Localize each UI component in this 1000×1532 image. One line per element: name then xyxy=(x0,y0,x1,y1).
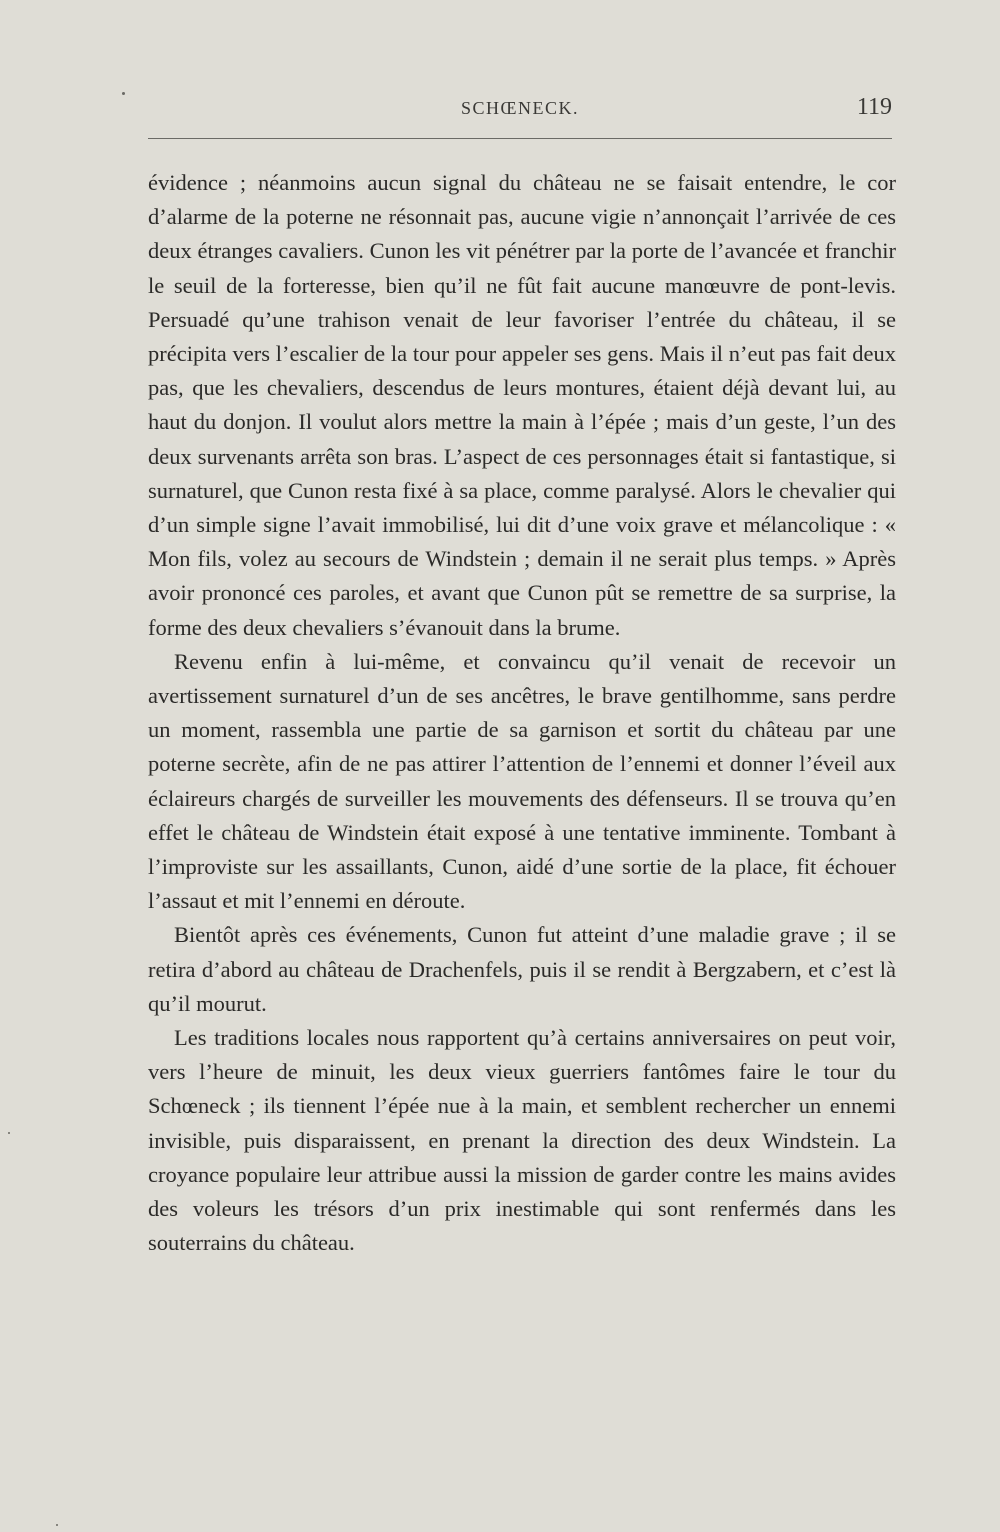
paragraph-revenu: Revenu enfin à lui-même, et convaincu qu’il venait de recevoir un avertissement surnaturel d’un de ses ancêtres, le brave gentilhomme, sans perdre un moment, rassembla une partie de sa garnison et sortit du château par une poterne secrète, afin de ne pas attirer l’attention de l’ennemi et donner l’éveil aux éclaireurs chargés de surveiller les mouvements des défenseurs. Il se trouva qu’en effet le château de Windstein était exposé à une tentative imminente. Tombant à l’improviste sur les assaillants, Cunon, aidé d’une sortie de la place, fit échouer l’assaut et mit l’ennemi en déroute. xyxy=(148,648,896,914)
page-number: 119 xyxy=(856,94,892,120)
running-head xyxy=(148,94,892,134)
body-text xyxy=(148,166,896,1261)
paper-speck xyxy=(8,1132,10,1134)
header-rule xyxy=(148,138,892,139)
running-title: SCHŒNECK. xyxy=(460,98,580,118)
paragraph-bientot: Bientôt après ces événements, Cunon fut atteint d’une maladie grave ; il se retira d’abord au château de Drachenfels, puis il se rendit à Bergzabern, et c’est là qu’il mourut. xyxy=(148,922,896,1016)
paragraph-continuation: évidence ; néanmoins aucun signal du château ne se faisait entendre, le cor d’alarme de la poterne ne résonnait pas, aucune vigie n’annonçait l’arrivée de ces deux étranges cavaliers. Cunon les vit pénétrer par la porte de l’avancée et franchir le seuil de la forteresse, bien qu’il ne fût fait aucune manœuvre de pont-levis. Persuadé qu’une trahison venait de leur favoriser l’entrée du château, il se précipita vers l’escalier de la tour pour appeler ses gens. Mais il n’eut pas fait deux pas, que les chevaliers, descendus de leurs montures, étaient déjà devant lui, au haut du donjon. Il voulut alors mettre la main à l’épée ; mais d’un geste, l’un des deux survenants arrêta son bras. L’aspect de ces personnages était si fantastique, si surnaturel, que Cunon resta fixé à sa place, comme paralysé. Alors le chevalier qui d’un simple signe l’avait immobilisé, lui dit d’une voix grave et mélancolique : « Mon fils, volez au secours de Windstein ; demain il ne serait plus temps. » Après avoir prononcé ces paroles, et avant que Cunon pût se remettre de sa surprise, la forme des deux chevaliers s’évanouit dans la brume. xyxy=(148,170,896,640)
paragraph-traditions: Les traditions locales nous rapportent qu’à certains anniversaires on peut voir, vers l’heure de minuit, les deux vieux guerriers fantômes faire le tour du Schœneck ; ils tiennent l’épée nue à la main, et semblent rechercher un ennemi invisible, puis disparaissent, en prenant la direction des deux Windstein. La croyance populaire leur attribue aussi la mission de garder contre les mains avides des voleurs les trésors d’un prix inestimable qui sont renfermés dans les souterrains du château. xyxy=(148,1025,896,1256)
paper-speck xyxy=(56,1524,58,1526)
paper-speck xyxy=(122,92,125,95)
